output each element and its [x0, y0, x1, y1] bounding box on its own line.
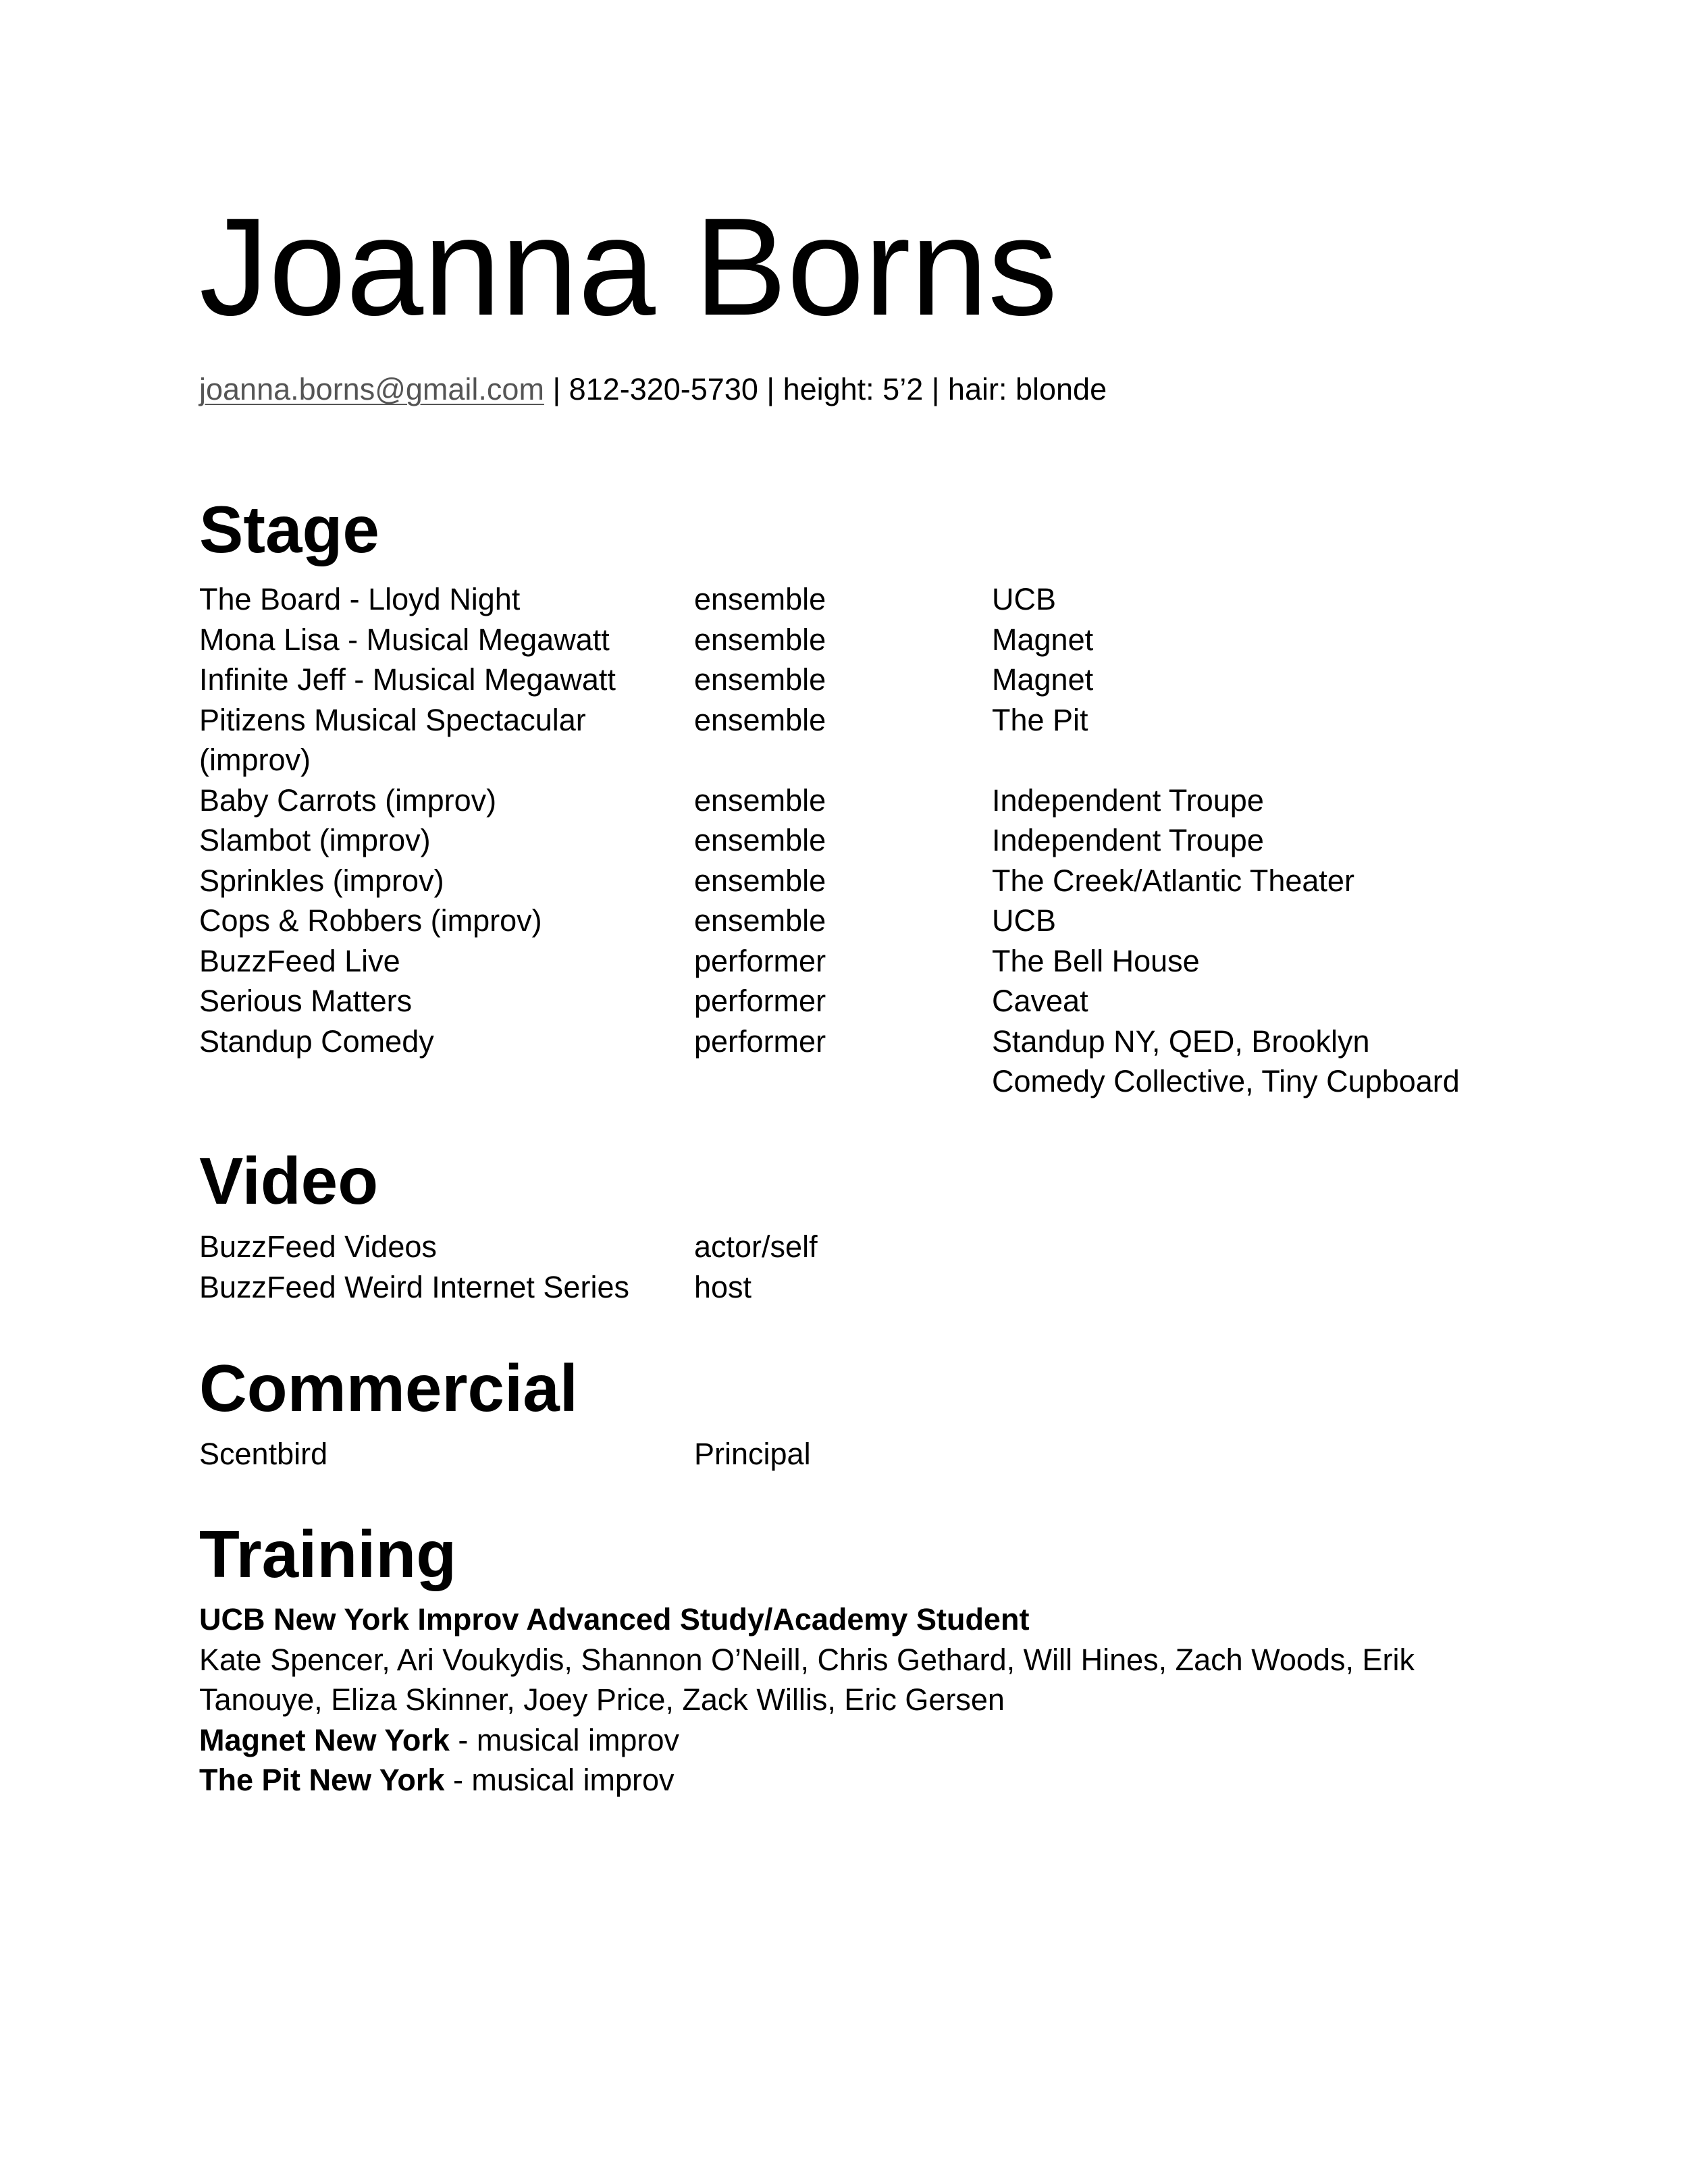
role: host: [694, 1269, 752, 1304]
stage-row: [199, 620, 1556, 660]
stage-heading: Stage: [199, 492, 379, 566]
venue: Independent Troupe: [992, 823, 1264, 857]
stage-row: [199, 660, 1556, 700]
role: performer: [694, 1023, 826, 1059]
stage-row: [199, 1021, 1556, 1102]
stage-list: [199, 579, 1556, 1102]
role: performer: [694, 984, 826, 1018]
role: ensemble: [694, 863, 826, 898]
pit-school: The Pit New York: [199, 1763, 445, 1797]
role: actor/self: [694, 1229, 818, 1264]
commercial-heading: Commercial: [199, 1351, 579, 1425]
video-row: [199, 1227, 1556, 1267]
role: ensemble: [694, 782, 826, 818]
venue: Standup NY, QED, Brooklyn Comedy Collective, Tiny Cupboard: [992, 1023, 1460, 1098]
venue: UCB: [992, 582, 1057, 616]
show-title: Mona Lisa - Musical Megawatt: [199, 622, 610, 657]
commercial-list: [199, 1434, 1556, 1474]
show-title: Infinite Jeff - Musical Megawatt: [199, 662, 616, 697]
pit-line: [199, 1760, 1516, 1801]
show-title: Scentbird: [199, 1437, 328, 1471]
magnet-line: [199, 1720, 1516, 1761]
venue: The Bell House: [992, 943, 1200, 978]
contact-details: | 812-320-5730 | height: 5’2 | hair: blonde: [544, 372, 1107, 406]
magnet-school: Magnet New York: [199, 1722, 450, 1757]
role: ensemble: [694, 622, 826, 657]
stage-row: [199, 861, 1556, 901]
video-heading: Video: [199, 1144, 379, 1218]
show-title: BuzzFeed Weird Internet Series: [199, 1269, 629, 1304]
video-list: [199, 1227, 1556, 1307]
show-title: Sprinkles (improv): [199, 863, 444, 898]
show-title: BuzzFeed Live: [199, 943, 400, 978]
magnet-detail: - musical improv: [449, 1722, 679, 1757]
training-heading: Training: [199, 1517, 457, 1591]
role: ensemble: [694, 662, 826, 697]
stage-row: [199, 941, 1556, 982]
role: ensemble: [694, 582, 826, 616]
stage-row: [199, 780, 1556, 821]
stage-row: [199, 820, 1556, 861]
resume-name: Joanna Borns: [199, 189, 1058, 344]
stage-row: [199, 901, 1556, 941]
stage-row: [199, 700, 1556, 780]
venue: Magnet: [992, 662, 1094, 697]
show-title: Standup Comedy: [199, 1023, 434, 1059]
show-title: Baby Carrots (improv): [199, 782, 497, 818]
stage-row: [199, 579, 1556, 620]
video-row: [199, 1267, 1556, 1308]
role: Principal: [694, 1437, 811, 1471]
venue: Caveat: [992, 984, 1088, 1018]
venue: Independent Troupe: [992, 782, 1264, 818]
venue: The Creek/Atlantic Theater: [992, 863, 1354, 898]
ucb-teachers: Kate Spencer, Ari Voukydis, Shannon O’Neill, Chris Gethard, Will Hines, Zach Woods, Erik Tanouye, Eliza Skinner, Joey Price, Zack Willis, Eric Gersen: [199, 1642, 1415, 1717]
show-title: Cops & Robbers (improv): [199, 903, 542, 938]
venue: The Pit: [992, 702, 1088, 737]
show-title: The Board - Lloyd Night: [199, 582, 521, 616]
pit-detail: - musical improv: [444, 1763, 675, 1797]
show-title: Serious Matters: [199, 984, 413, 1018]
stage-row: [199, 981, 1556, 1021]
role: ensemble: [694, 823, 826, 857]
show-title: Pitizens Musical Spectacular (improv): [199, 702, 586, 777]
contact-line: [199, 371, 1107, 408]
show-title: Slambot (improv): [199, 823, 431, 857]
role: performer: [694, 943, 826, 978]
venue: Magnet: [992, 622, 1094, 657]
show-title: BuzzFeed Videos: [199, 1229, 437, 1264]
commercial-row: [199, 1434, 1556, 1474]
role: ensemble: [694, 702, 826, 737]
ucb-heading: UCB New York Improv Advanced Study/Academy Student: [199, 1602, 1030, 1636]
email-link[interactable]: joanna.borns@gmail.com: [199, 372, 544, 406]
venue: UCB: [992, 903, 1057, 938]
training-details: [199, 1599, 1516, 1801]
role: ensemble: [694, 903, 826, 938]
